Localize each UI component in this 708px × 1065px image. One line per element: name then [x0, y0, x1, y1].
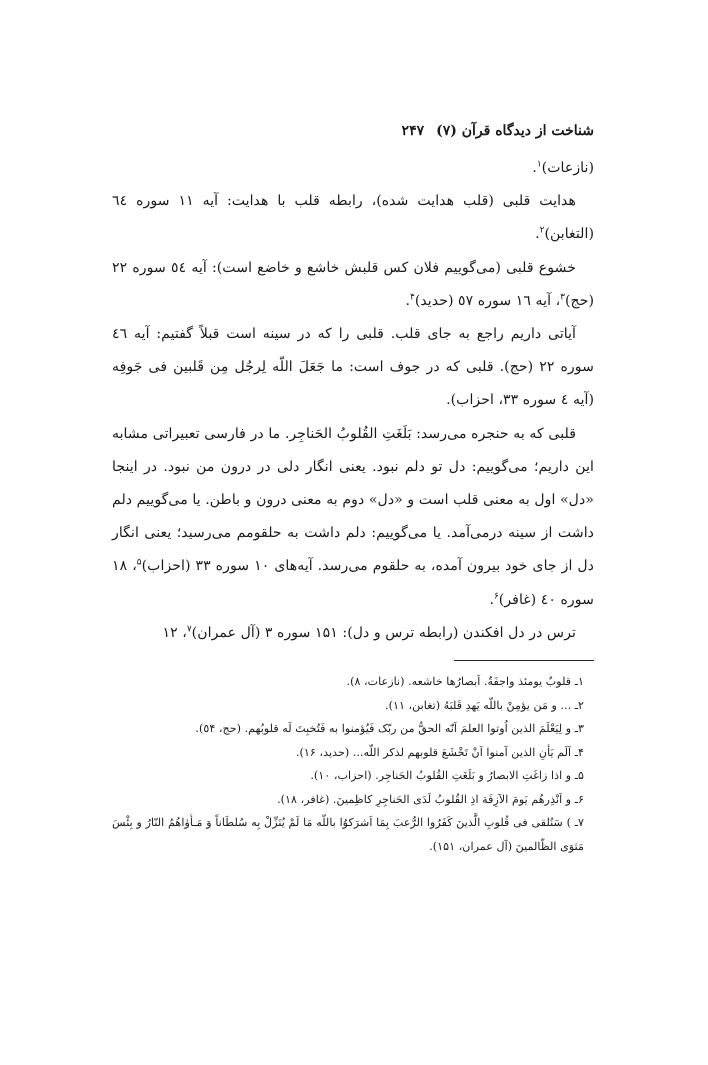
footnote-2: ۲ـ ... و مَن یؤمِنْ باللّه یَهدِ قَلبَهُ (تغابن، ۱۱).: [385, 698, 584, 712]
footnote-6: ۶ـ و اَنْذِرهُم یَومَ الآزِفَة اذِ القُلوبُ لَدَی الحَناجِرِ کاظِمینَ. (غافر، ۱۸).: [277, 792, 584, 806]
footnote-ref-2: ۲: [539, 225, 545, 236]
footnote-1: ۱ـ قلوبٌ یومئذ واجفَةٌ. اَبصارُها خاشعه. (نازعات، ۸).: [346, 675, 584, 689]
footnote-ref-4: ۴: [409, 292, 415, 303]
paragraph-5: قلبی که به حنجره می‌رسد: بَلَغَتِ القُلوبُ الحَناجِر. ما در فارسی تعبیراتی مشابه این داریم؛ می‌گوییم: دل تو دلم نبود. یعنی انگار دلی در درون من نبود. در اینجا «دل» اول به معنی قلب است و «دل» دوم به معنی درون و باطن. یا می‌گوییم دلم داشت از سینه درمی‌آمد. یا می‌گوییم: دلم داشت به حلقومم می‌رسید؛ یعنی انگار دل از جای خود بیرون آمده، به حلقوم می‌رسد. آیه‌های ۱۰ سوره ۳۳ (احزاب)$^۵$، ۱۸ سوره ٤٠ (غافر)$^۶$.: [112, 425, 594, 608]
paragraph-3: خشوع قلبی (می‌گوییم فلان کس قلبش خاشع و خاضع است): آیه ٥٤ سوره ۲۲ (حج)$^۳$، آیه ۱٦ سوره ٥٧ (حدید)$^۴$.: [112, 259, 594, 309]
paragraph-1: (نازعات)$^۱$.: [532, 159, 594, 176]
paragraph-2: هدایت قلبی (قلب هدایت شده)، رابطه قلب با هدایت: آیه ۱۱ سوره ٦٤ (التغابن)$^۲$.: [112, 193, 594, 243]
footnotes: [112, 670, 594, 858]
book-page: [112, 118, 594, 1018]
running-head-title: شناخت از دیدگاه قرآن (۷): [436, 123, 594, 139]
footnote-3: ۳ـ و لِیَعْلَمَ الذین اُوتوا العلمَ اَنّه الحقُّ من ربّک فَیُؤمنوا به فَتُخبِتَ لَه قلوبُهم. (حج، ٥۴).: [195, 722, 584, 736]
paragraph-4: آیاتی داریم راجع به جای قلب. قلبی را که در سینه است قبلاً گفتیم: آیه ٤٦ سوره ۲۲ (حج). قلبی که در جوف است: ما جَعَلَ اللّه لِرجُل مِن قَلبین فی جَوفِه (آیه ٤ سوره ۳۳، احزاب).: [112, 326, 594, 409]
body-text: [112, 152, 594, 650]
page-number: ۲۴۷: [401, 123, 425, 139]
footnote-divider: [454, 660, 594, 661]
footnote-7: ۷ـ ) سَنُلقی فی قُلوبِ الَّذینَ کَفَرُوا الرُّعبَ بِمَا اَشرَکوُا باللّه مَا لَمْ یُنَزِّلْ بِه سُلطَاناً وَ مَـأوٰاهُمُ النّارُ و بِئْسَ مَثوَی الظّالمینَ (آل عمران، ۱۵۱).: [112, 816, 584, 853]
footnote-ref-3: ۳: [560, 292, 565, 303]
running-head: [112, 118, 594, 144]
footnote-ref-1: ۱: [536, 159, 542, 170]
footnote-5: ۵ـ و اذا زاغَتِ الابصارُ و بَلَغَتِ القُلوبُ الحَناجِر. (احزاب، ۱۰).: [310, 769, 584, 783]
paragraph-6: ترس در دل افکندن (رابطه ترس و دل): ۱۵۱ سوره ۳ (آل عمران)$^۷$، ۱۲: [162, 624, 576, 641]
footnote-ref-6: ۶: [493, 590, 499, 601]
footnote-ref-5: ۵: [136, 557, 142, 568]
footnote-ref-7: ۷: [186, 624, 192, 635]
footnote-4: ۴ـ اَلَم یَأنِ الذین آمنوا اَنْ تَخْشَعَ قلوبهم لذکر اللّه... (حدید، ۱۶).: [295, 745, 584, 759]
